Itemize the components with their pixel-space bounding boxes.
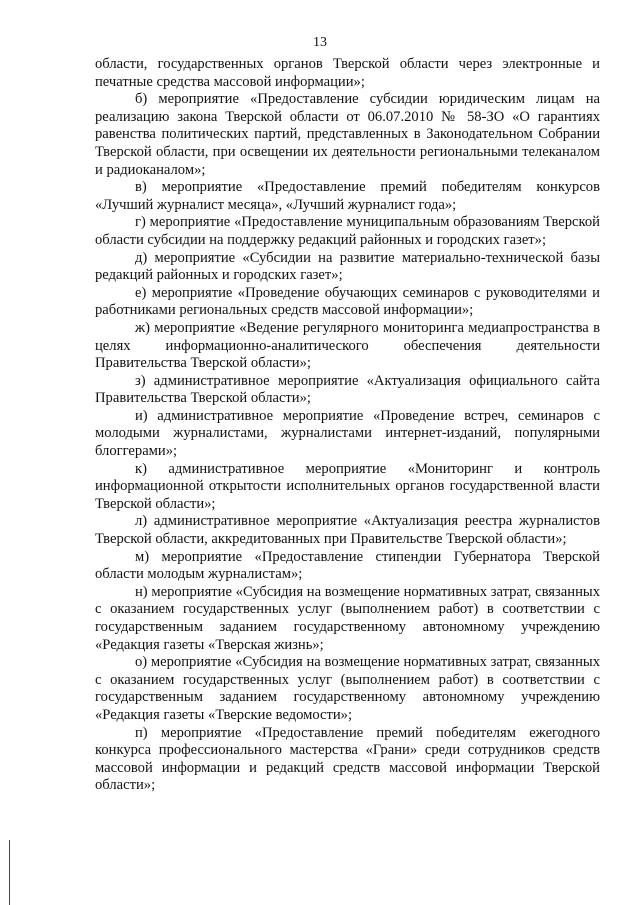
paragraph-item-d: д) мероприятие «Субсидии на развитие материально-технической базы редакций районных и городских газет»;: [95, 249, 600, 284]
paragraph-item-z: з) административное мероприятие «Актуализация официального сайта Правительства Тверской области»;: [95, 372, 600, 407]
paragraph-continuation: области, государственных органов Тверской области через электронные и печатные средства массовой информации»;: [95, 56, 600, 90]
document-body: [95, 56, 600, 795]
paragraph-item-e: е) мероприятие «Проведение обучающих семинаров с руководителями и работниками региональных средств массовой информации»;: [95, 284, 600, 319]
paragraph-item-v: в) мероприятие «Предоставление премий победителям конкурсов «Лучший журналист месяца», «Лучший журналист года»;: [95, 179, 600, 213]
paragraph-item-o: о) мероприятие «Субсидия на возмещение нормативных затрат, связанных с оказанием государственных услуг (выполнением работ) в соответствии с государственным заданием государственному автономному учреждению «Редакция газеты «Тверские ведомости»;: [95, 654, 600, 723]
paragraph-item-m: м) мероприятие «Предоставление стипендии Губернатора Тверской области молодым журналистам»;: [95, 548, 600, 583]
paragraph-item-i: и) административное мероприятие «Проведение встреч, семинаров с молодыми журналистами, журналистами интернет-изданий, популярными блоггерами»;: [95, 407, 600, 460]
paragraph-item-b: б) мероприятие «Предоставление субсидии юридическим лицам на реализацию закона Тверской области от 06.07.2010 № 58-ЗО «О гарантиях равенства политических партий, представленных в Законодательном Собрании Тверской области, при освещении их деятельности региональными телеканалом и радиоканалом»;: [95, 91, 600, 178]
paragraph-item-l: л) административное мероприятие «Актуализация реестра журналистов Тверской области, аккредитованных при Правительстве Тверской области»;: [95, 513, 600, 548]
scan-edge-line: [9, 840, 10, 905]
paragraph-item-p: п) мероприятие «Предоставление премий победителям ежегодного конкурса профессионального мастерства «Грани» среди сотрудников средств массовой информации и редакций средств массовой информации Тверской области»;: [95, 724, 600, 794]
paragraph-item-zh: ж) мероприятие «Ведение регулярного мониторинга медиапространства в целях информационно-аналитического обеспечения деятельности Правительства Тверской области»;: [95, 319, 600, 372]
paragraph-item-k: к) административное мероприятие «Мониторинг и контроль информационной открытости исполнительных органов государственной власти Тверской области»;: [95, 460, 600, 512]
paragraph-item-n: н) мероприятие «Субсидия на возмещение нормативных затрат, связанных с оказанием государственных услуг (выполнением работ) в соответствии с государственным заданием государственному автономному учреждению «Редакция газеты «Тверская жизнь»;: [95, 583, 600, 653]
page-number: 13: [313, 35, 327, 50]
paragraph-item-g: г) мероприятие «Предоставление муниципальным образованиям Тверской области субсидии на поддержку редакций районных и городских газет»;: [95, 214, 600, 248]
